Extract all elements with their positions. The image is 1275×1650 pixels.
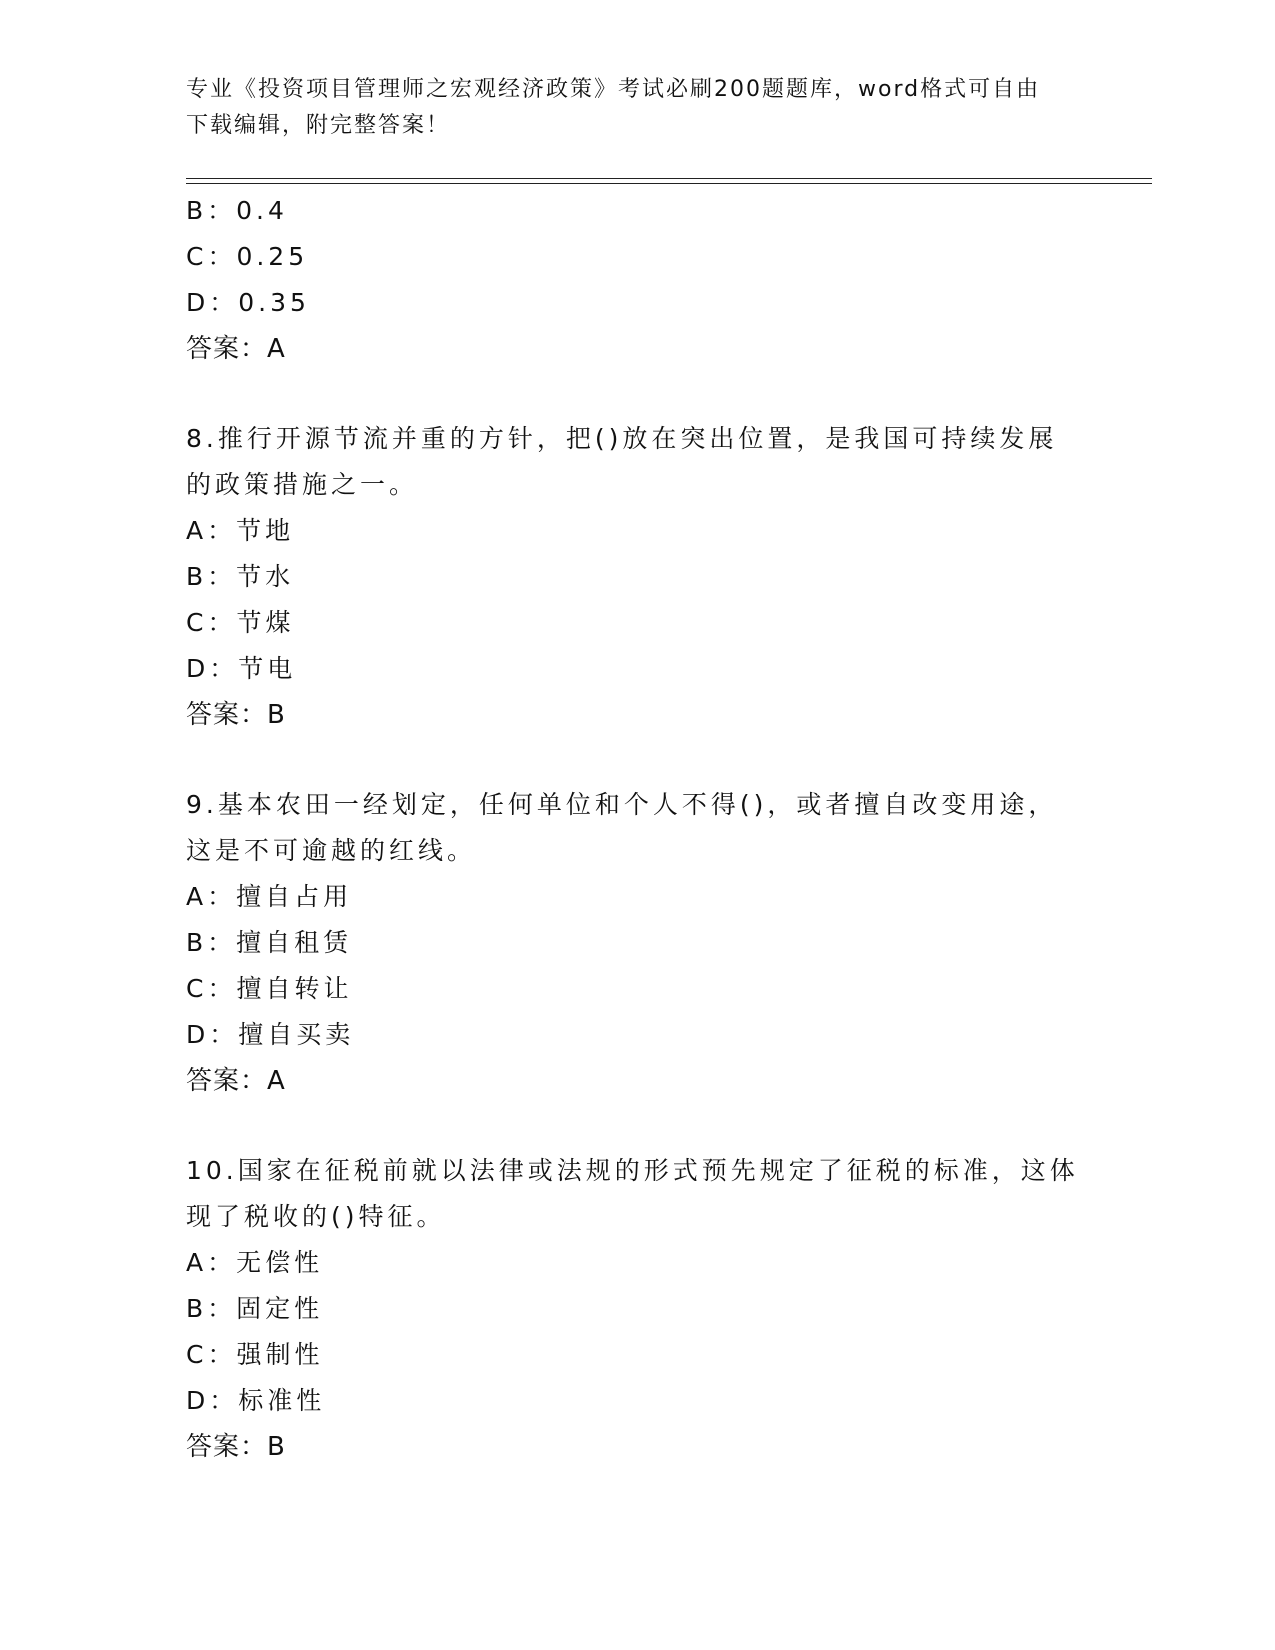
option-a: A：擅自占用	[186, 882, 353, 911]
option-b: B：0.4	[186, 196, 288, 225]
question-text-line-2: 这是不可逾越的红线。	[186, 836, 477, 865]
page-header	[186, 72, 1066, 144]
option-c: C：擅自转让	[186, 974, 353, 1003]
option-c: C：0.25	[186, 242, 309, 271]
document-body	[186, 188, 1086, 1470]
option-a: A：节地	[186, 516, 295, 545]
option-b: B：擅自租赁	[186, 928, 353, 957]
option-a: A：无偿性	[186, 1248, 324, 1277]
header-line-1: 专业《投资项目管理师之宏观经济政策》考试必刷200题题库，word格式可自由	[186, 77, 1041, 102]
question-text-line-1: 8.推行开源节流并重的方针，把()放在突出位置，是我国可持续发展	[186, 424, 1058, 453]
question-9	[186, 782, 1086, 1104]
option-d: D：节电	[186, 654, 297, 683]
answer: 答案：B	[186, 700, 286, 730]
header-divider	[186, 178, 1152, 184]
option-c: C：强制性	[186, 1340, 324, 1369]
answer: 答案：B	[186, 1432, 286, 1462]
answer: 答案：A	[186, 1066, 286, 1096]
question-text-line-1: 10.国家在征税前就以法律或法规的形式预先规定了征税的标准，这体	[186, 1156, 1079, 1185]
question-8	[186, 416, 1086, 738]
question-text-line-2: 的政策措施之一。	[186, 470, 419, 499]
header-line-2: 下载编辑，附完整答案！	[186, 113, 451, 138]
option-d: D：标准性	[186, 1386, 326, 1415]
prev-question-tail	[186, 188, 1086, 372]
answer: 答案：A	[186, 334, 286, 364]
option-d: D：擅自买卖	[186, 1020, 355, 1049]
option-c: C：节煤	[186, 608, 295, 637]
question-10	[186, 1148, 1086, 1470]
option-b: B：固定性	[186, 1294, 324, 1323]
option-d: D：0.35	[186, 288, 310, 317]
question-text-line-2: 现了税收的()特征。	[186, 1202, 446, 1231]
question-text-line-1: 9.基本农田一经划定，任何单位和个人不得()，或者擅自改变用途，	[186, 790, 1058, 819]
option-b: B：节水	[186, 562, 295, 591]
